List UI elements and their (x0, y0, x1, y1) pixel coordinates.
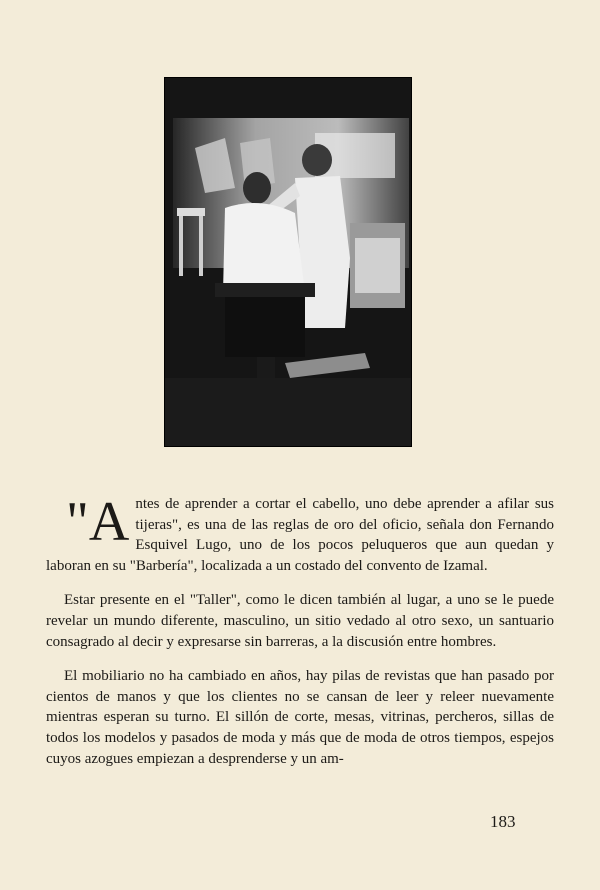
paragraph-1-text: ntes de aprender a cortar el cabello, uno debe aprender a afilar sus tijeras", es una de las reglas de oro del oficio, señala don Fernando Esquivel Lugo, uno de los pocos peluqueros que aun quedan y laboran en su "Barbería", localizada a un costado del convento de Izamal. (46, 496, 554, 574)
article-body (46, 491, 554, 769)
paragraph-3: El mobiliario no ha cambiado en años, hay pilas de revistas que han pasado por cientos de manos y que los clientes no se cansan de leer y releer nuevamente mientras esperan su turno. El sillón de corte, mesas, vitrinas, percheros, sillas de todos los modelos y pasados de moda y más que de moda de otros tiempos, espejos cuyos azogues empiezan a desprenderse y un am- (46, 668, 554, 767)
barbershop-photo (165, 78, 411, 446)
paragraph-1 (46, 491, 554, 576)
page-number: 183 (490, 812, 516, 831)
paragraph-2: Estar presente en el "Taller", como le dicen también al lugar, a uno se le puede revelar un mundo diferente, masculino, un sitio vedado al otro sexo, un santuario consagrado al decir y expresarse sin barreras, a la discusión entre hombres. (46, 592, 554, 650)
drop-cap: "A (66, 491, 130, 553)
